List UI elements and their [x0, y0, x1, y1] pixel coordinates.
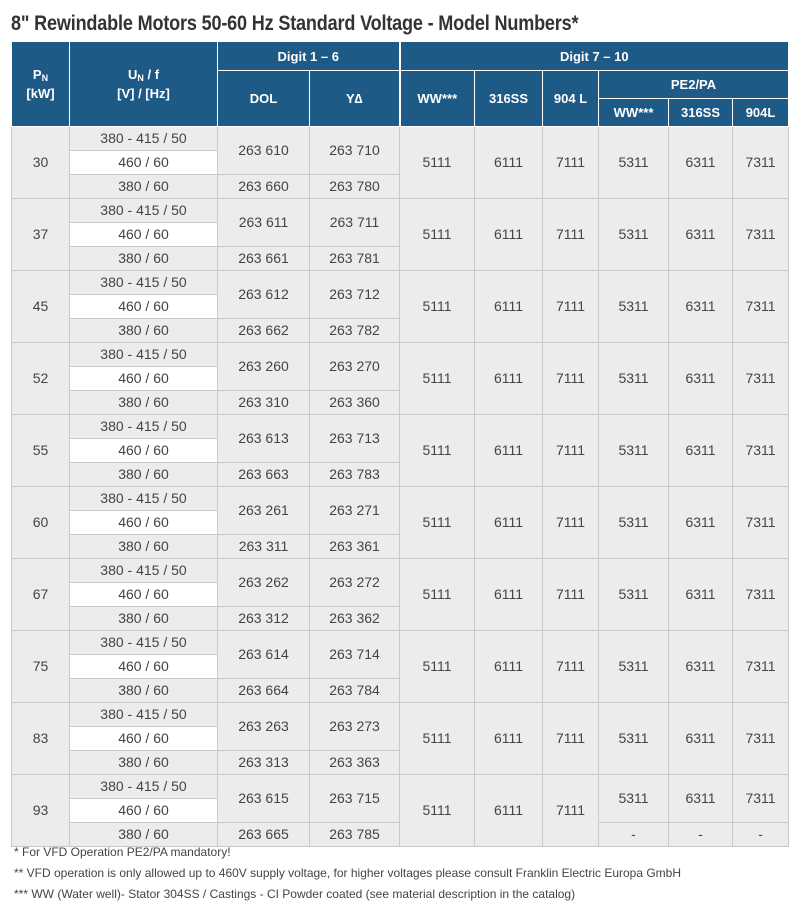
pe-316ss-cell: -: [669, 823, 733, 847]
ydelta-cell: 263 785: [310, 823, 400, 847]
ydelta-cell: 263 783: [310, 463, 400, 487]
power-cell: 93: [12, 775, 70, 847]
ydelta-cell: 263 714: [310, 631, 400, 679]
footnote: * For VFD Operation PE2/PA mandatory!: [14, 845, 231, 859]
904l-cell: 7111: [543, 559, 599, 631]
pe-ww-cell: 5311: [599, 487, 669, 559]
904l-cell: 7111: [543, 703, 599, 775]
dol-cell: 263 262: [218, 559, 310, 607]
voltage-cell: 380 - 415 / 50: [70, 343, 218, 367]
header-pe-316ss: 316SS: [669, 99, 733, 127]
voltage-cell: 380 / 60: [70, 391, 218, 415]
header-904l: 904 L: [543, 71, 599, 127]
pe-316ss-cell: 6311: [669, 631, 733, 703]
pe-316ss-cell: 6311: [669, 343, 733, 415]
voltage-cell: 380 - 415 / 50: [70, 559, 218, 583]
pe-316ss-cell: 6311: [669, 775, 733, 823]
pe-ww-cell: 5311: [599, 343, 669, 415]
power-cell: 30: [12, 127, 70, 199]
ydelta-cell: 263 362: [310, 607, 400, 631]
ydelta-cell: 263 361: [310, 535, 400, 559]
table-header: [12, 42, 789, 127]
dol-cell: 263 313: [218, 751, 310, 775]
header-pe-904l: 904L: [733, 99, 789, 127]
voltage-cell: 460 / 60: [70, 151, 218, 175]
dol-cell: 263 664: [218, 679, 310, 703]
904l-cell: 7111: [543, 343, 599, 415]
model-numbers-table: [11, 41, 789, 847]
dol-cell: 263 662: [218, 319, 310, 343]
ydelta-cell: 263 781: [310, 247, 400, 271]
904l-cell: 7111: [543, 775, 599, 847]
ww-cell: 5111: [400, 271, 475, 343]
table-row: [12, 271, 789, 295]
power-cell: 67: [12, 559, 70, 631]
power-cell: 60: [12, 487, 70, 559]
dol-cell: 263 263: [218, 703, 310, 751]
header-pn-label: P: [32, 67, 42, 82]
ydelta-cell: 263 780: [310, 175, 400, 199]
ydelta-cell: 263 360: [310, 391, 400, 415]
voltage-cell: 380 - 415 / 50: [70, 775, 218, 799]
dol-cell: 263 261: [218, 487, 310, 535]
voltage-cell: 380 / 60: [70, 175, 218, 199]
dol-cell: 263 614: [218, 631, 310, 679]
904l-cell: 7111: [543, 631, 599, 703]
ww-cell: 5111: [400, 703, 475, 775]
pe-904l-cell: 7311: [733, 199, 789, 271]
table-row: [12, 343, 789, 367]
pe-316ss-cell: 6311: [669, 487, 733, 559]
904l-cell: 7111: [543, 415, 599, 487]
pe-904l-cell: 7311: [733, 415, 789, 487]
dol-cell: 263 610: [218, 127, 310, 175]
pe-316ss-cell: 6311: [669, 415, 733, 487]
pe-ww-cell: 5311: [599, 271, 669, 343]
voltage-cell: 380 - 415 / 50: [70, 415, 218, 439]
pe-904l-cell: 7311: [733, 487, 789, 559]
header-pn-sub: N: [41, 73, 49, 83]
ydelta-cell: 263 715: [310, 775, 400, 823]
header-un-unit: [V] / [Hz]: [117, 86, 170, 101]
header-un-rest: / f: [143, 67, 160, 82]
pe-ww-cell: -: [599, 823, 669, 847]
316ss-cell: 6111: [475, 199, 543, 271]
316ss-cell: 6111: [475, 559, 543, 631]
table-row: [12, 487, 789, 511]
header-digit-1-6: Digit 1 – 6: [218, 42, 400, 71]
ww-cell: 5111: [400, 631, 475, 703]
voltage-cell: 380 / 60: [70, 607, 218, 631]
dol-cell: 263 260: [218, 343, 310, 391]
316ss-cell: 6111: [475, 775, 543, 847]
pe-316ss-cell: 6311: [669, 559, 733, 631]
pe-316ss-cell: 6311: [669, 127, 733, 199]
voltage-cell: 380 - 415 / 50: [70, 487, 218, 511]
voltage-cell: 460 / 60: [70, 223, 218, 247]
316ss-cell: 6111: [475, 127, 543, 199]
ydelta-cell: 263 273: [310, 703, 400, 751]
316ss-cell: 6111: [475, 487, 543, 559]
table-row: [12, 127, 789, 151]
dol-cell: 263 615: [218, 775, 310, 823]
ww-cell: 5111: [400, 559, 475, 631]
dol-cell: 263 663: [218, 463, 310, 487]
ww-cell: 5111: [400, 487, 475, 559]
ydelta-cell: 263 272: [310, 559, 400, 607]
power-cell: 83: [12, 703, 70, 775]
voltage-cell: 380 / 60: [70, 247, 218, 271]
pe-904l-cell: 7311: [733, 775, 789, 823]
header-pn: [12, 42, 70, 127]
voltage-cell: 460 / 60: [70, 439, 218, 463]
table-row: [12, 775, 789, 799]
ww-cell: 5111: [400, 127, 475, 199]
footnotes: [14, 842, 681, 905]
904l-cell: 7111: [543, 487, 599, 559]
pe-ww-cell: 5311: [599, 559, 669, 631]
voltage-cell: 460 / 60: [70, 655, 218, 679]
ydelta-cell: 263 782: [310, 319, 400, 343]
table-row: [12, 199, 789, 223]
dol-cell: 263 660: [218, 175, 310, 199]
ww-cell: 5111: [400, 343, 475, 415]
header-ww: WW***: [400, 71, 475, 127]
pe-316ss-cell: 6311: [669, 703, 733, 775]
voltage-cell: 380 - 415 / 50: [70, 271, 218, 295]
header-ydelta: Y∆: [310, 71, 400, 127]
ydelta-cell: 263 271: [310, 487, 400, 535]
316ss-cell: 6111: [475, 631, 543, 703]
header-pe-ww: WW***: [599, 99, 669, 127]
voltage-cell: 460 / 60: [70, 511, 218, 535]
header-un: [70, 42, 218, 127]
dol-cell: 263 661: [218, 247, 310, 271]
pe-ww-cell: 5311: [599, 199, 669, 271]
power-cell: 52: [12, 343, 70, 415]
ww-cell: 5111: [400, 775, 475, 847]
voltage-cell: 380 / 60: [70, 535, 218, 559]
pe-904l-cell: 7311: [733, 343, 789, 415]
pe-316ss-cell: 6311: [669, 271, 733, 343]
voltage-cell: 460 / 60: [70, 367, 218, 391]
power-cell: 55: [12, 415, 70, 487]
dol-cell: 263 613: [218, 415, 310, 463]
table-row: [12, 703, 789, 727]
316ss-cell: 6111: [475, 343, 543, 415]
header-316ss: 316SS: [475, 71, 543, 127]
ww-cell: 5111: [400, 415, 475, 487]
pe-904l-cell: 7311: [733, 631, 789, 703]
ydelta-cell: 263 784: [310, 679, 400, 703]
header-un-sub: N: [137, 73, 144, 83]
pe-904l-cell: 7311: [733, 127, 789, 199]
header-dol: DOL: [218, 71, 310, 127]
voltage-cell: 380 / 60: [70, 463, 218, 487]
voltage-cell: 380 - 415 / 50: [70, 631, 218, 655]
header-pn-unit: [kW]: [26, 86, 55, 101]
ydelta-cell: 263 713: [310, 415, 400, 463]
pe-ww-cell: 5311: [599, 775, 669, 823]
pe-904l-cell: 7311: [733, 703, 789, 775]
dol-cell: 263 611: [218, 199, 310, 247]
power-cell: 37: [12, 199, 70, 271]
voltage-cell: 460 / 60: [70, 727, 218, 751]
904l-cell: 7111: [543, 127, 599, 199]
voltage-cell: 380 - 415 / 50: [70, 199, 218, 223]
pe-904l-cell: 7311: [733, 559, 789, 631]
power-cell: 75: [12, 631, 70, 703]
table-row: [12, 631, 789, 655]
pe-904l-cell: 7311: [733, 271, 789, 343]
ydelta-cell: 263 711: [310, 199, 400, 247]
dol-cell: 263 312: [218, 607, 310, 631]
904l-cell: 7111: [543, 271, 599, 343]
ydelta-cell: 263 270: [310, 343, 400, 391]
power-cell: 45: [12, 271, 70, 343]
ww-cell: 5111: [400, 199, 475, 271]
316ss-cell: 6111: [475, 703, 543, 775]
voltage-cell: 460 / 60: [70, 799, 218, 823]
ydelta-cell: 263 710: [310, 127, 400, 175]
voltage-cell: 460 / 60: [70, 295, 218, 319]
page-title: 8" Rewindable Motors 50-60 Hz Standard Voltage - Model Numbers*: [11, 12, 579, 35]
316ss-cell: 6111: [475, 415, 543, 487]
pe-ww-cell: 5311: [599, 415, 669, 487]
dol-cell: 263 665: [218, 823, 310, 847]
voltage-cell: 380 / 60: [70, 823, 218, 847]
904l-cell: 7111: [543, 199, 599, 271]
footnote: *** WW (Water well)- Stator 304SS / Castings - CI Powder coated (see material description in the catalog): [14, 887, 576, 901]
header-digit-7-10: Digit 7 – 10: [400, 42, 789, 71]
voltage-cell: 380 / 60: [70, 319, 218, 343]
pe-316ss-cell: 6311: [669, 199, 733, 271]
pe-ww-cell: 5311: [599, 703, 669, 775]
pe-904l-cell: -: [733, 823, 789, 847]
table-row: [12, 559, 789, 583]
voltage-cell: 380 / 60: [70, 679, 218, 703]
table-body: [12, 127, 789, 847]
dol-cell: 263 612: [218, 271, 310, 319]
table-row: [12, 415, 789, 439]
footnote: ** VFD operation is only allowed up to 460V supply voltage, for higher voltages please consult Franklin Electric Europa GmbH: [14, 866, 682, 880]
ydelta-cell: 263 363: [310, 751, 400, 775]
dol-cell: 263 311: [218, 535, 310, 559]
pe-ww-cell: 5311: [599, 127, 669, 199]
voltage-cell: 380 / 60: [70, 751, 218, 775]
voltage-cell: 380 - 415 / 50: [70, 127, 218, 151]
ydelta-cell: 263 712: [310, 271, 400, 319]
voltage-cell: 460 / 60: [70, 583, 218, 607]
dol-cell: 263 310: [218, 391, 310, 415]
316ss-cell: 6111: [475, 271, 543, 343]
voltage-cell: 380 - 415 / 50: [70, 703, 218, 727]
header-un-label: U: [127, 67, 138, 82]
header-pe2pa: PE2/PA: [599, 71, 789, 99]
pe-ww-cell: 5311: [599, 631, 669, 703]
